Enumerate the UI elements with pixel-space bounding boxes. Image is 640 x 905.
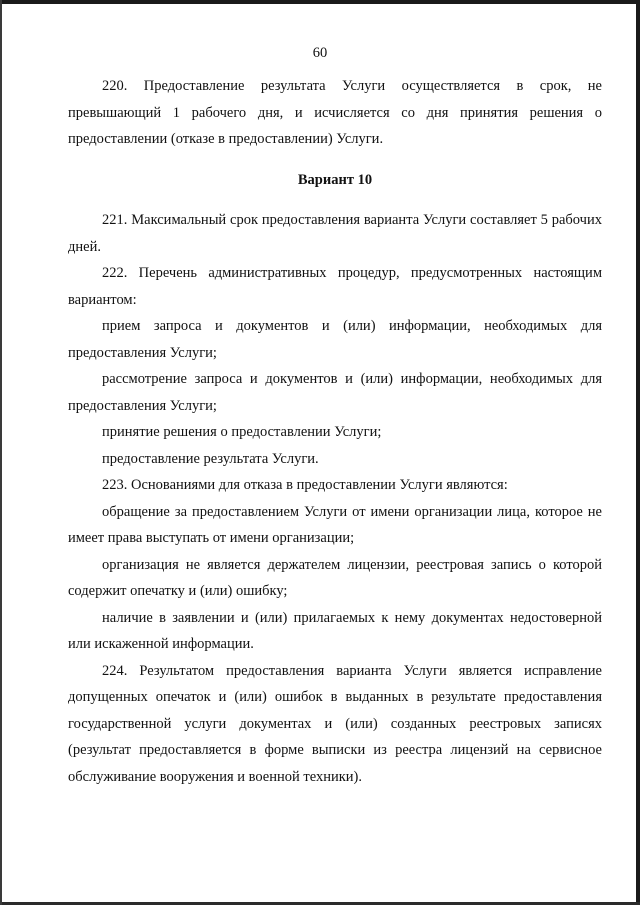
document-body: [68, 73, 602, 790]
paragraph-224: 224. Результатом предоставления варианта Услуги является исправление допущенных опечаток и (или) ошибок в выданных в результате предоставления государственной услуги документах и (или) созданных реестровых записях (результат предоставляется в форме выписки из реестра лицензий на сервисное обслуживание вооружения и военной техники).: [68, 662, 602, 785]
refusal-ground-1: обращение за предоставлением Услуги от имени организации лица, которое не имеет права выступать от имени организации;: [68, 503, 602, 546]
refusal-ground-2: организация не является держателем лицензии, реестровая запись о которой содержит опечатку и (или) ошибку;: [68, 556, 602, 599]
refusal-ground-3: наличие в заявлении и (или) прилагаемых к нему документах недостоверной или искаженной информации.: [68, 609, 602, 652]
page-number: 60: [312, 45, 328, 61]
scan-edge-top: [0, 0, 640, 4]
paragraph-223: 223. Основаниями для отказа в предоставлении Услуги являются:: [102, 477, 508, 493]
paragraph-221: 221. Максимальный срок предоставления варианта Услуги составляет 5 рабочих дней.: [68, 212, 602, 255]
procedure-item-3: принятие решения о предоставлении Услуги;: [102, 424, 382, 440]
paragraph-220: 220. Предоставление результата Услуги осуществляется в срок, не превышающий 1 рабочего дня, и исчисляется со дня принятия решения о предоставлении (отказе в предоставлении) Услуги.: [68, 78, 602, 147]
scan-edge-right: [636, 0, 640, 905]
scan-edge-left: [0, 0, 2, 905]
paragraph-222: 222. Перечень административных процедур, предусмотренных настоящим вариантом:: [68, 265, 602, 308]
section-heading: Вариант 10: [297, 171, 373, 188]
procedure-item-1: прием запроса и документов и (или) информации, необходимых для предоставления Услуги;: [68, 318, 602, 361]
procedure-item-4: предоставление результата Услуги.: [102, 450, 319, 467]
procedure-item-2: рассмотрение запроса и документов и (или) информации, необходимых для предоставления Услуги;: [68, 371, 602, 414]
